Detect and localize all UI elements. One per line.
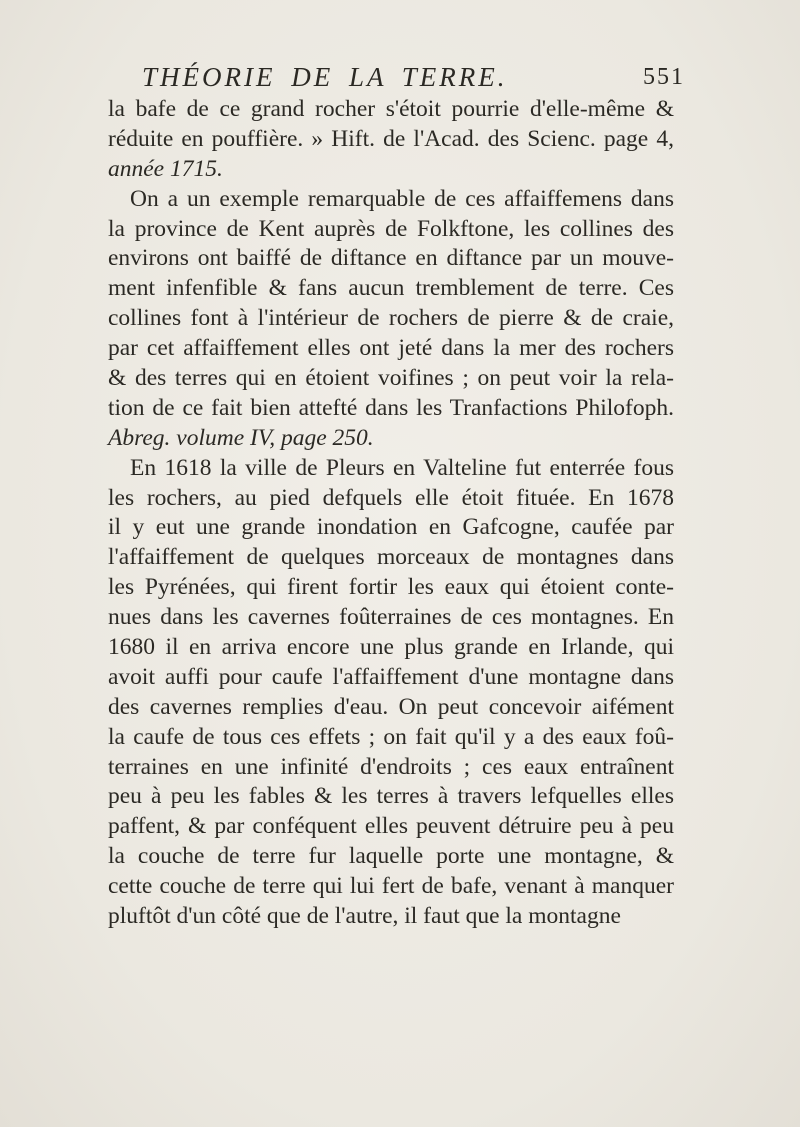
- text-line: la caufe de tous ces effets ; on fait qu'il y a des eaux foû-: [108, 723, 674, 750]
- paragraph-start-line: En 1618 la ville de Pleurs en Valteline fut enterrée fous: [130, 454, 674, 481]
- text-line: 1680 il en arriva encore une plus grande en Irlande, qui: [108, 634, 674, 661]
- text-line: les rochers, au pied defquels elle étoit fituée. En 1678: [108, 484, 674, 511]
- text-line: tion de ce fait bien attefté dans les Tranfactions Philofoph.: [108, 394, 674, 421]
- running-title: THÉORIE DE LA TERRE.: [142, 62, 508, 92]
- text-line: réduite en pouffière. » Hift. de l'Acad. des Scienc. page 4,: [108, 125, 674, 152]
- text-line: l'affaiffement de quelques morceaux de montagnes dans: [108, 544, 674, 571]
- body-text: [108, 95, 674, 932]
- text-line: paffent, & par conféquent elles peuvent détruire peu à peu: [108, 813, 674, 840]
- text-line: la bafe de ce grand rocher s'étoit pourrie d'elle-même &: [108, 96, 674, 122]
- text-line: les Pyrénées, qui firent fortir les eaux qui étoient conte-: [108, 574, 674, 601]
- text-line: environs ont baiffé de diftance en diftance par un mouve-: [108, 245, 674, 272]
- text-line: nues dans les cavernes foûterraines de ces montagnes. En: [108, 604, 674, 631]
- text-line: ment infenfible & fans aucun tremblement de terre. Ces: [108, 275, 674, 302]
- text-line: avoit auffi pour caufe l'affaiffement d'une montagne dans: [108, 663, 674, 690]
- text-line: la province de Kent auprès de Folkftone, les collines des: [108, 215, 674, 242]
- text-line: par cet affaiffement elles ont jeté dans la mer des rochers: [108, 335, 674, 362]
- text-line: pluftôt d'un côté que de l'autre, il faut que la montagne: [108, 903, 621, 930]
- text-line: il y eut une grande inondation en Gafcogne, caufée par: [108, 514, 674, 541]
- text-line: cette couche de terre qui lui fert de bafe, venant à manquer: [108, 873, 674, 900]
- text-line: collines font à l'intérieur de rochers de pierre & de craie,: [108, 305, 674, 332]
- text-line: Abreg. volume IV, page 250.: [108, 424, 374, 451]
- text-line: des cavernes remplies d'eau. On peut concevoir aifément: [108, 693, 674, 720]
- paragraph-start-line: On a un exemple remarquable de ces affaiffemens dans: [130, 185, 674, 212]
- text-line: peu à peu les fables & les terres à travers lefquelles elles: [108, 783, 674, 810]
- page-header: [140, 56, 685, 96]
- text-line: & des terres qui en étoient voifines ; on peut voir la rela-: [108, 365, 674, 392]
- text-line: terraines en une infinité d'endroits ; ces eaux entraînent: [108, 753, 674, 780]
- text-line: la couche de terre fur laquelle porte une montagne, &: [108, 843, 674, 870]
- text-line: année 1715.: [108, 155, 223, 182]
- page-number: 551: [643, 64, 685, 90]
